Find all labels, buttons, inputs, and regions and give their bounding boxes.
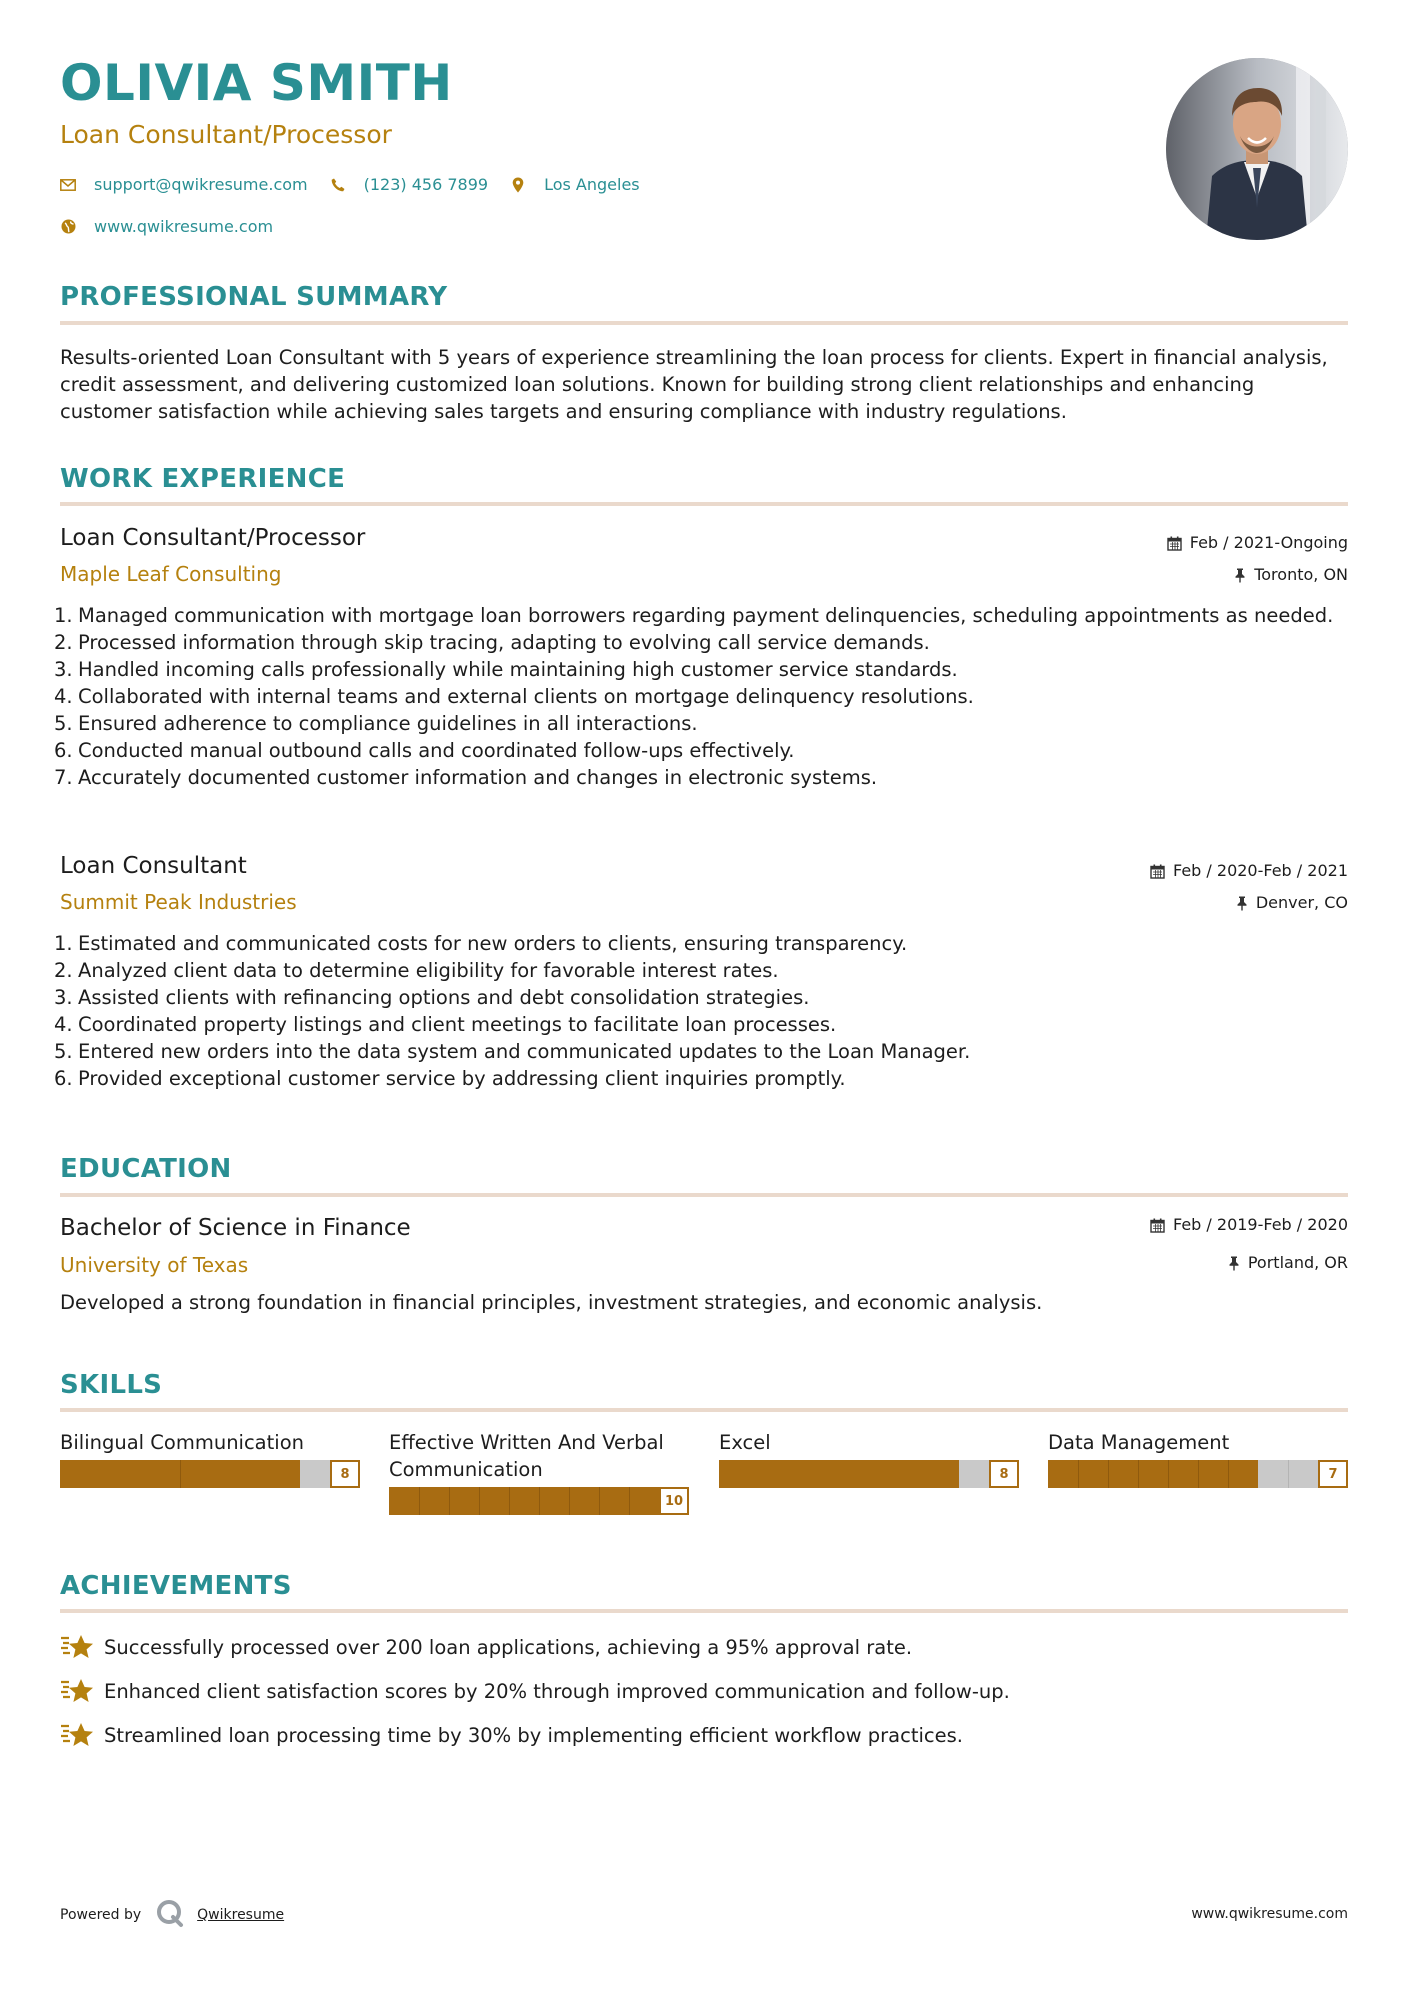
- list-item: Assisted clients with refinancing options and debt consolidation strategies.: [78, 986, 810, 1009]
- education-date: [1150, 1217, 1348, 1233]
- section-title-experience: WORK EXPERIENCE: [60, 464, 346, 494]
- list-item: Coordinated property listings and client meetings to facilitate loan processes.: [78, 1013, 837, 1036]
- skill-item: [389, 1429, 689, 1515]
- website-text: www.qwikresume.com: [94, 217, 274, 236]
- section-divider: [60, 1193, 1348, 1197]
- job-date: [1150, 863, 1348, 879]
- job-location-text: Toronto, ON: [1254, 565, 1348, 584]
- job-location: [1236, 895, 1348, 911]
- profile-photo: [1166, 58, 1348, 240]
- job-bullets: [60, 930, 1348, 1092]
- job-bullets: [60, 602, 1348, 791]
- skill-level-badge: 10: [659, 1487, 689, 1515]
- skill-item: [1048, 1429, 1348, 1488]
- list-item: Conducted manual outbound calls and coordinated follow-ups effectively.: [78, 739, 795, 762]
- school-name: University of Texas: [60, 1253, 249, 1277]
- skill-level-badge: 8: [330, 1460, 360, 1488]
- skill-name: Bilingual Communication: [60, 1431, 304, 1454]
- skill-item: [60, 1429, 360, 1488]
- skill-bar-segments: [389, 1487, 689, 1515]
- achievement-item: [60, 1720, 963, 1750]
- pushpin-icon: [1234, 568, 1246, 583]
- section-title-education: EDUCATION: [60, 1154, 232, 1184]
- section-divider: [60, 321, 1348, 325]
- job-date: [1167, 535, 1348, 551]
- achievement-text: Successfully processed over 200 loan applications, achieving a 95% approval rate.: [104, 1635, 913, 1659]
- star-icon: [60, 1676, 94, 1706]
- education-location-text: Portland, OR: [1247, 1253, 1348, 1272]
- contact-email[interactable]: [60, 175, 308, 194]
- skill-bar: [719, 1460, 1019, 1488]
- qwikresume-logo-icon: [155, 1898, 185, 1932]
- list-item: Collaborated with internal teams and external clients on mortgage delinquency resolutions.: [78, 685, 974, 708]
- phone-icon: [330, 177, 346, 193]
- section-title-summary: PROFESSIONAL SUMMARY: [60, 282, 448, 312]
- list-item: Processed information through skip tracing, adapting to evolving call service demands.: [78, 631, 930, 654]
- list-item: Estimated and communicated costs for new orders to clients, ensuring transparency.: [78, 932, 908, 955]
- skill-level-badge: 8: [989, 1460, 1019, 1488]
- candidate-name: OLIVIA SMITH: [60, 54, 453, 112]
- section-divider: [60, 502, 1348, 506]
- education-location: [1228, 1255, 1348, 1271]
- achievement-text: Streamlined loan processing time by 30% by implementing efficient workflow practices.: [104, 1723, 963, 1747]
- achievement-text: Enhanced client satisfaction scores by 20% through improved communication and follow-up.: [104, 1679, 1010, 1703]
- job-location-text: Denver, CO: [1255, 893, 1348, 912]
- footer-website[interactable]: www.qwikresume.com: [1191, 1906, 1348, 1922]
- job-title: Loan Consultant: [60, 853, 247, 879]
- job-title: Loan Consultant/Processor: [60, 525, 366, 551]
- phone-text: (123) 456 7899: [363, 175, 489, 194]
- job-location: [1234, 567, 1348, 583]
- map-pin-icon: [510, 177, 526, 193]
- skill-name: Excel: [719, 1431, 771, 1454]
- candidate-role: Loan Consultant/Processor: [60, 120, 392, 149]
- skill-name: Effective Written And Verbal Communication: [389, 1431, 664, 1481]
- qwikresume-link[interactable]: Qwikresume: [197, 1907, 285, 1923]
- pushpin-icon: [1236, 896, 1248, 911]
- contact-row-website: [60, 217, 295, 236]
- skill-level-badge: 7: [1318, 1460, 1348, 1488]
- job-company: Summit Peak Industries: [60, 890, 297, 914]
- star-icon: [60, 1720, 94, 1750]
- skill-bar-segments: [1048, 1460, 1348, 1488]
- star-icon: [60, 1632, 94, 1662]
- contact-row: [60, 175, 662, 194]
- contact-phone[interactable]: [330, 175, 488, 194]
- skill-bar-segments: [719, 1460, 1019, 1488]
- job-date-text: Feb / 2020-Feb / 2021: [1173, 861, 1348, 880]
- calendar-icon: [1150, 1218, 1165, 1233]
- list-item: Analyzed client data to determine eligibility for favorable interest rates.: [78, 959, 779, 982]
- section-divider: [60, 1609, 1348, 1613]
- resume-page: [60, 0, 1348, 1990]
- list-item: Provided exceptional customer service by addressing client inquiries promptly.: [78, 1067, 846, 1090]
- summary-text: Results-oriented Loan Consultant with 5 years of experience streamlining the loan process for clients. Expert in financial analysis, credit assessment, and delivering customized loan solutions. Known for building strong client relationships and enhancing customer satisfaction while achieving sales targets and ensuring compliance with industry regulations.: [60, 346, 1328, 423]
- list-item: Ensured adherence to compliance guidelines in all interactions.: [78, 712, 698, 735]
- location-text: Los Angeles: [544, 175, 640, 194]
- list-item: Accurately documented customer information and changes in electronic systems.: [78, 766, 878, 789]
- globe-icon: [60, 219, 76, 235]
- email-text: support@qwikresume.com: [94, 175, 308, 194]
- list-item: Handled incoming calls professionally while maintaining high customer service standards.: [78, 658, 958, 681]
- education-description: Developed a strong foundation in financial principles, investment strategies, and economic analysis.: [60, 1291, 1043, 1314]
- skill-bar: [60, 1460, 360, 1488]
- skill-bar: [1048, 1460, 1348, 1488]
- section-title-skills: SKILLS: [60, 1370, 163, 1400]
- contact-location: [510, 175, 640, 194]
- section-divider: [60, 1408, 1348, 1412]
- skill-name: Data Management: [1048, 1431, 1230, 1454]
- achievement-item: [60, 1632, 912, 1662]
- footer-powered-by: [60, 1898, 284, 1932]
- section-title-achievements: ACHIEVEMENTS: [60, 1571, 292, 1601]
- achievement-item: [60, 1676, 1010, 1706]
- skill-bar: [389, 1487, 689, 1515]
- list-item: Entered new orders into the data system and communicated updates to the Loan Manager.: [78, 1040, 971, 1063]
- pushpin-icon: [1228, 1256, 1240, 1271]
- job-company: Maple Leaf Consulting: [60, 562, 282, 586]
- calendar-icon: [1167, 536, 1182, 551]
- skill-item: [719, 1429, 1019, 1488]
- calendar-icon: [1150, 864, 1165, 879]
- job-date-text: Feb / 2021-Ongoing: [1189, 533, 1348, 552]
- powered-by-label: Powered by: [60, 1907, 142, 1923]
- envelope-icon: [60, 177, 76, 193]
- contact-website[interactable]: [60, 217, 273, 236]
- degree-title: Bachelor of Science in Finance: [60, 1215, 411, 1241]
- list-item: Managed communication with mortgage loan borrowers regarding payment delinquencies, scheduling appointments as needed.: [78, 604, 1334, 627]
- skill-bar-segments: [60, 1460, 360, 1488]
- education-date-text: Feb / 2019-Feb / 2020: [1173, 1215, 1348, 1234]
